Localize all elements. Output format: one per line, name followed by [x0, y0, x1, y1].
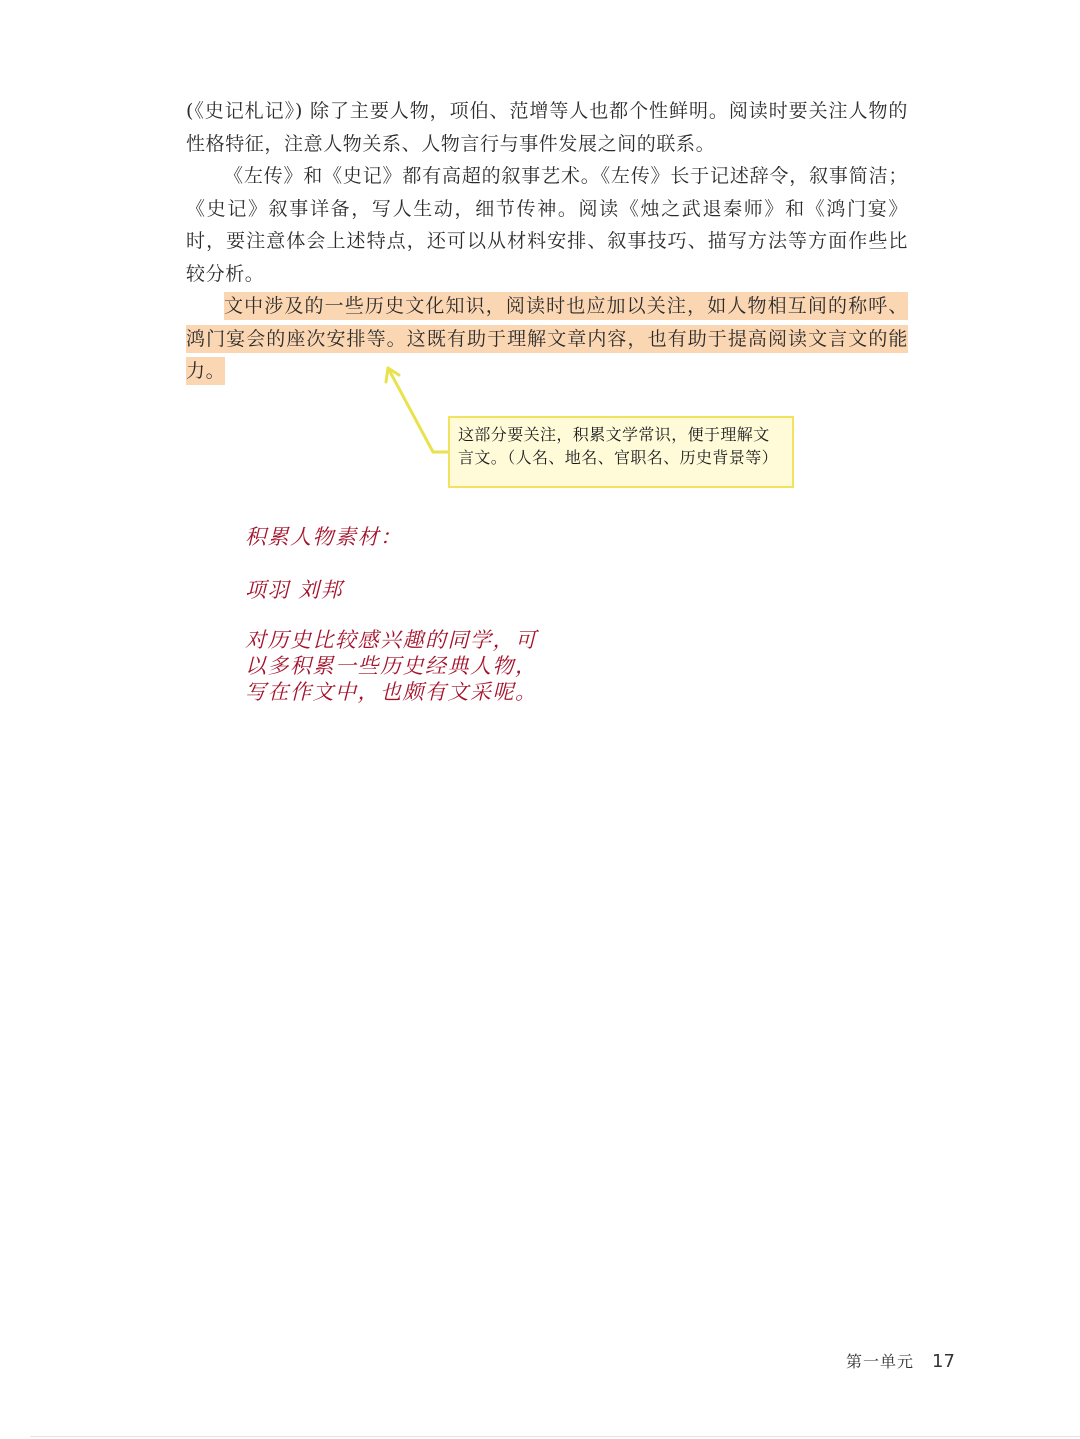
- highlighted-paragraph: 文中涉及的一些历史文化知识，阅读时也应加以关注，如人物相互间的称呼、鸿门宴会的座次安排等。这既有助于理解文章内容，也有助于提高阅读文言文的能力。: [186, 292, 908, 385]
- unit-label: 第一单元: [846, 1352, 915, 1371]
- page-number: 17: [932, 1351, 955, 1372]
- handwritten-body: 对历史比较感兴趣的同学，可以多积累一些历史经典人物，写在作文中，也颇有文采呢。: [245, 628, 538, 704]
- paragraph-1: [186, 95, 908, 160]
- annotation-note-text: 这部分要关注，积累文学常识，便于理解文言文。（人名、地名、官职名、历史背景等）: [458, 425, 779, 467]
- paragraph-2: [186, 160, 908, 290]
- paragraph-2-text: 《左传》和《史记》都有高超的叙事艺术。《左传》长于记述辞令，叙事简洁；《史记》叙事详备，写人生动，细节传神。阅读《烛之武退秦师》和《鸿门宴》时，要注意体会上述特点，还可以从材料安排、叙事技巧、描写方法等方面作些比较分析。: [186, 165, 908, 285]
- annotation-note-box: [448, 416, 794, 488]
- page-footer: [846, 1349, 955, 1372]
- bottom-divider: [30, 1436, 1080, 1437]
- handwritten-title: 积累人物素材：: [245, 525, 403, 549]
- paragraph-3: [186, 290, 908, 388]
- paragraph-3-container: [186, 290, 908, 388]
- paragraph-1-text: (《史记札记》) 除了主要人物，项伯、范增等人也都个性鲜明。阅读时要关注人物的性格特征，注意人物关系、人物言行与事件发展之间的联系。: [186, 100, 908, 155]
- handwritten-names: 项羽 刘邦: [245, 578, 344, 602]
